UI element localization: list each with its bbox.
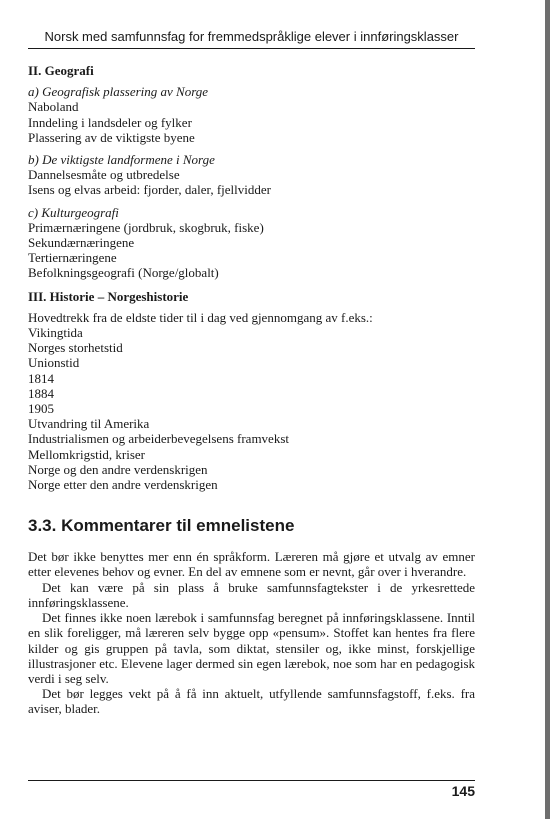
subsection-heading: b) De viktigste landformene i Norge [28,152,215,168]
page-content [28,63,475,717]
list-item: Isens og elvas arbeid: fjorder, daler, fjellvidder [28,182,271,198]
page-edge-shadow [545,0,550,819]
subsection-heading: c) Kulturgeografi [28,204,119,220]
section-heading-geografi: II. Geografi [28,63,94,78]
section-geografi [28,63,475,281]
list-item: Vikingtida [28,325,83,341]
list-item: Norge etter den andre verdenskrigen [28,477,218,493]
chapter-title: 3.3. Kommentarer til emnelistene [28,516,295,536]
list-item: Befolkningsgeografi (Norge/globalt) [28,265,219,281]
body-paragraph: Det kan være på sin plass å bruke samfunnsfagtekster i de yrkesrettede innføringsklassene. [28,579,475,610]
body-paragraph: Det finnes ikke noen lærebok i samfunnsfag beregnet på innføringsklassene. Inntil en slik foreligger, må læreren selv bygge opp «pensum». Stoffet kan hentes fra flere kilder og gis gruppen på tavla, som diktat, stensiler og, ikke minst, forskjellige illustrasjoner etc. Elevene lager dermed sin egen lærebok, noe som har en pedagogisk verdi i seg selv. [28,610,475,686]
list-item: Unionstid [28,355,80,371]
list-item: Inndeling i landsdeler og fylker [28,114,192,130]
list-item: Norge og den andre verdenskrigen [28,461,208,477]
body-paragraph: Det bør ikke benyttes mer enn én språkform. Læreren må gjøre et utvalg av emner etter elevenes behov og evner. En del av emnene som er nevnt, går over i hverandre. [28,549,475,580]
list-item: 1884 [28,385,54,401]
list-item: Sekundærnæringene [28,235,135,251]
running-header: Norsk med samfunnsfag for fremmedspråklige elever i innføringsklasser [44,29,459,44]
subsection-geografisk-plassering [28,84,475,145]
subsection-kulturgeografi [28,205,475,281]
list-item: Primærnæringene (jordbruk, skogbruk, fiske) [28,219,264,235]
footer-rule [28,780,475,781]
section-heading-historie: III. Historie – Norgeshistorie [28,288,189,304]
list-item: Industrialismen og arbeiderbevegelsens framvekst [28,431,289,447]
list-item: Naboland [28,99,79,115]
header-rule [28,48,475,49]
subsection-landformer [28,152,475,198]
list-item: Mellomkrigstid, kriser [28,446,145,462]
list-item: Plassering av de viktigste byene [28,129,195,145]
list-item: Dannelsesmåte og utbredelse [28,167,180,183]
body-paragraph: Det bør legges vekt på å få inn aktuelt, utfyllende samfunnsfagstoff, f.eks. fra aviser, blader. [28,686,475,717]
list-item: 1905 [28,401,54,417]
section-historie [28,289,475,493]
list-item: Utvandring til Amerika [28,416,150,432]
list-item: Norges storhetstid [28,340,123,356]
list-item: Hovedtrekk fra de eldste tider til i dag ved gjennomgang av f.eks.: [28,309,373,325]
list-item: 1814 [28,370,54,386]
list-item: Tertiernæringene [28,250,117,266]
subsection-heading: a) Geografisk plassering av Norge [28,84,209,100]
page-number: 145 [451,783,475,799]
